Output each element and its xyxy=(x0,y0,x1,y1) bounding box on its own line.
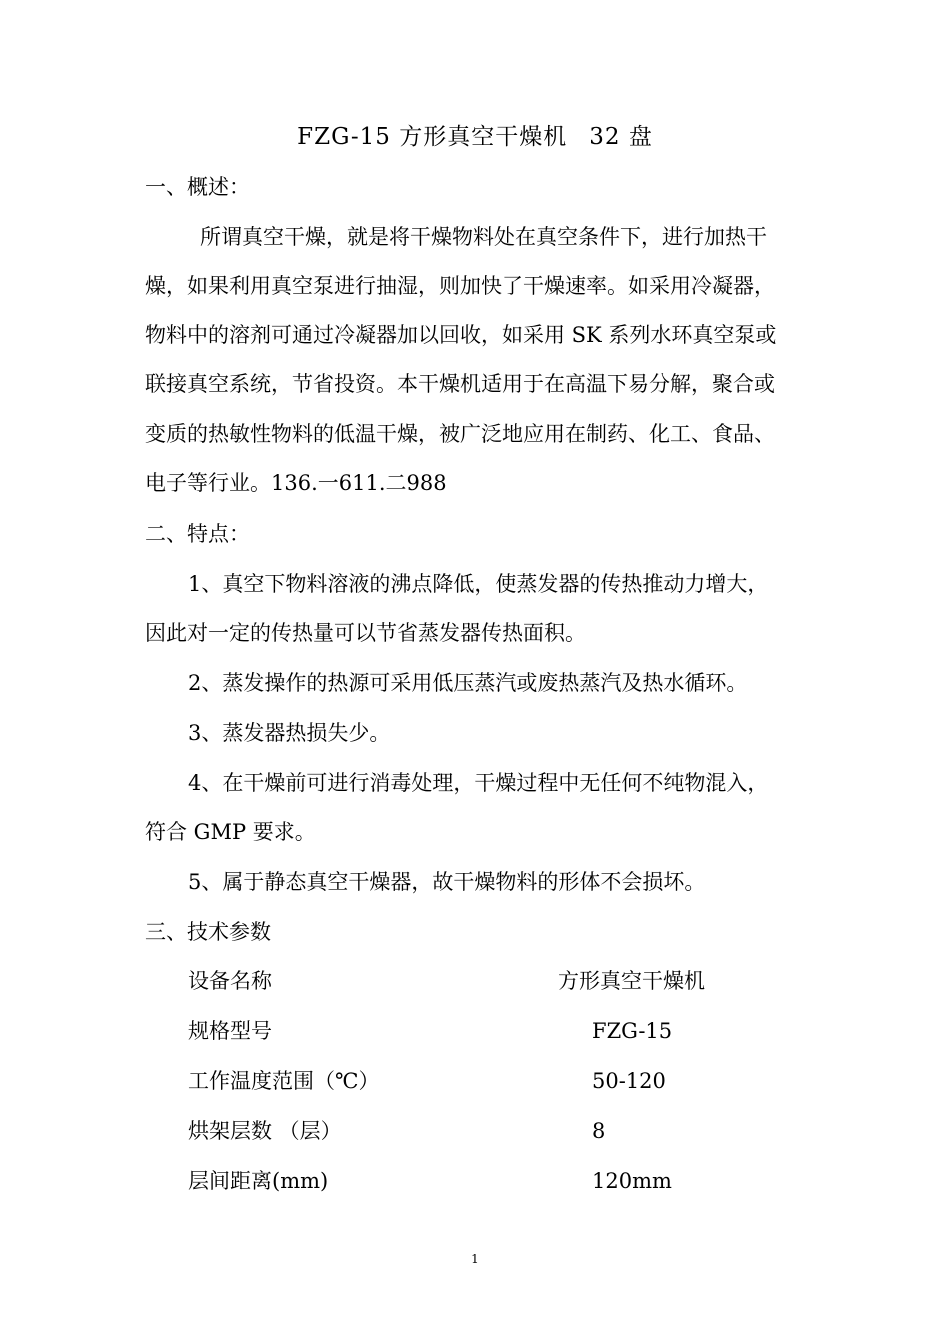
param-value-model: FZG-15 xyxy=(592,1019,673,1043)
overview-line-1: 所谓真空干燥，就是将干燥物料处在真空条件下，进行加热干 xyxy=(200,225,767,249)
param-value-name: 方形真空干燥机 xyxy=(558,969,705,993)
overview-line-3: 物料中的溶剂可通过冷凝器加以回收，如采用 SK 系列水环真空泵或 xyxy=(145,323,777,347)
section-heading-parameters: 三、技术参数 xyxy=(145,920,271,944)
contact-number: 136.一611.二988 xyxy=(271,471,447,495)
section-heading-features: 二、特点： xyxy=(145,522,250,546)
title-main: FZG-15 方形真空干燥机 xyxy=(297,124,568,150)
feature-1-line-2: 因此对一定的传热量可以节省蒸发器传热面积。 xyxy=(145,621,586,645)
section-heading-overview: 一、概述： xyxy=(145,175,250,199)
feature-5: 5、属于静态真空干燥器，故干燥物料的形体不会损坏。 xyxy=(188,870,706,894)
param-label-spacing: 层间距离(mm) xyxy=(188,1169,329,1193)
feature-3: 3、蒸发器热损失少。 xyxy=(188,721,391,745)
overview-line-6 xyxy=(145,468,447,498)
overview-line-4: 联接真空系统，节省投资。本干燥机适用于在高温下易分解，聚合或 xyxy=(145,372,775,396)
feature-2: 2、蒸发操作的热源可采用低压蒸汽或废热蒸汽及热水循环。 xyxy=(188,671,748,695)
param-label-model: 规格型号 xyxy=(188,1019,272,1043)
param-value-temperature: 50-120 xyxy=(592,1069,666,1093)
title-suffix: 32 盘 xyxy=(589,124,653,150)
document-title xyxy=(0,118,950,151)
param-value-spacing: 120mm xyxy=(592,1169,672,1193)
param-label-layers: 烘架层数 （层） xyxy=(188,1119,342,1143)
feature-4-line-1: 4、在干燥前可进行消毒处理，干燥过程中无任何不纯物混入， xyxy=(188,771,769,795)
page-number: 1 xyxy=(471,1252,479,1266)
overview-last-text: 电子等行业。 xyxy=(145,471,271,495)
param-label-temperature: 工作温度范围（℃） xyxy=(188,1069,380,1093)
param-label-name: 设备名称 xyxy=(188,969,272,993)
feature-4-line-2: 符合 GMP 要求。 xyxy=(145,820,316,844)
feature-1-line-1: 1、真空下物料溶液的沸点降低，使蒸发器的传热推动力增大， xyxy=(188,572,769,596)
overview-line-5: 变质的热敏性物料的低温干燥，被广泛地应用在制药、化工、食品、 xyxy=(145,422,775,446)
param-value-layers: 8 xyxy=(592,1119,606,1143)
overview-line-2: 燥，如果利用真空泵进行抽湿，则加快了干燥速率。如采用冷凝器， xyxy=(145,274,775,298)
